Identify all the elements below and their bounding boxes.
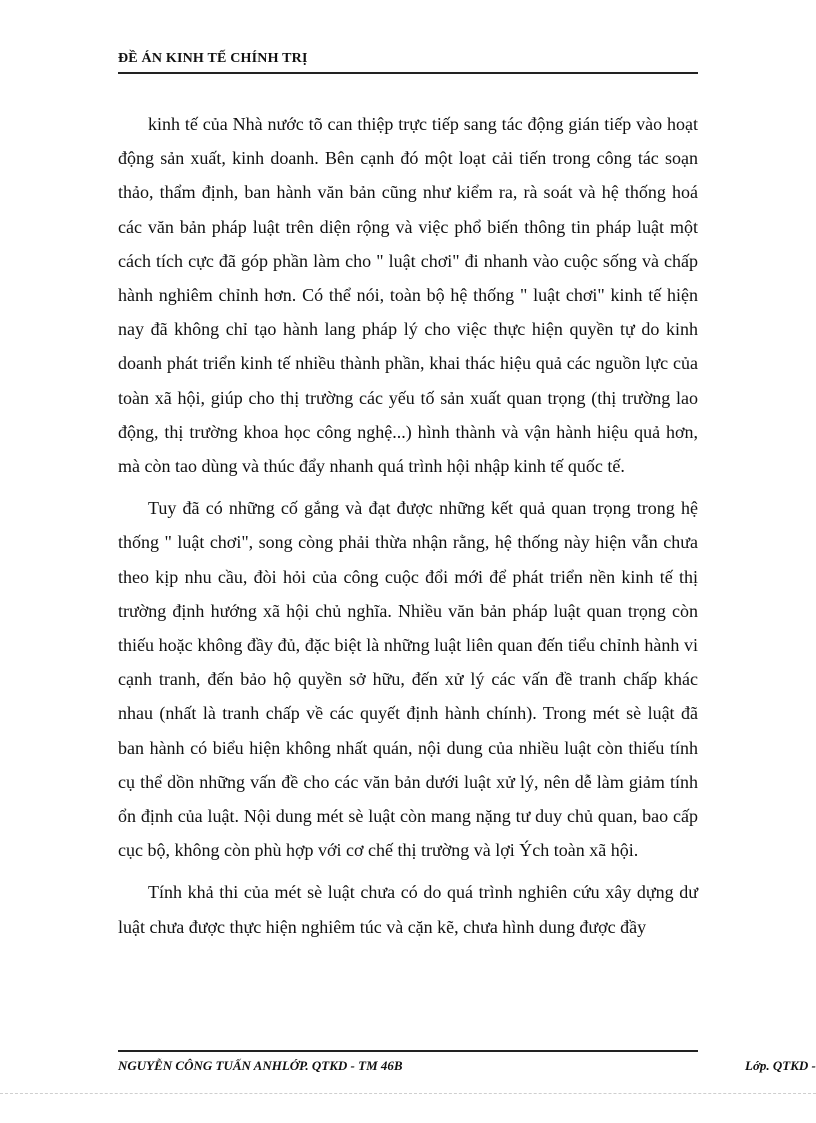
page-break-line xyxy=(0,1093,816,1094)
body-paragraph-2: Tuy đã có những cố gắng và đạt được những kết quả quan trọng trong hệ thống " luật chơi", song còng phải thừa nhận rằng, hệ thống này hiện vẫn chưa theo kịp nhu cầu, đòi hỏi của công cuộc đổi mới để phát triển nền kinh tế thị trường định hướng xã hội chủ nghĩa. Nhiều văn bản pháp luật quan trọng còn thiếu hoặc không đầy đủ, đặc biệt là những luật liên quan đến tiểu chỉnh hành vi cạnh tranh, đến bảo hộ quyền sở hữu, đến xử lý các vấn đề tranh chấp khác nhau (nhất là tranh chấp về các quyết định hành chính). Trong mét sè luật đã ban hành có biểu hiện không nhất quán, nội dung của nhiều luật còn thiếu tính cụ thể dồn những vấn đề cho các văn bản dưới luật xử lý, nên dễ làm giảm tính ổn định của luật. Nội dung mét sè luật còn mang nặng tư duy chủ quan, bao cấp cục bộ, không còn phù hợp với cơ chế thị trường và lợi Ých toàn xã hội. xyxy=(118,498,698,861)
document-body xyxy=(118,107,698,952)
body-paragraph-1: kinh tế của Nhà nước tõ can thiệp trực tiếp sang tác động gián tiếp vào hoạt động sản xuất, kinh doanh. Bên cạnh đó một loạt cải tiến trong công tác soạn thảo, thẩm định, ban hành văn bản cũng như kiểm ra, rà soát và hệ thống hoá các văn bản pháp luật trên diện rộng và việc phổ biến thông tin pháp luật một cách tích cực đã góp phần làm cho " luật chơi" đi nhanh vào cuộc sống và chấp hành nghiêm chỉnh hơn. Có thể nói, toàn bộ hệ thống " luật chơi" kinh tế hiện nay đã không chỉ tạo hành lang pháp lý cho việc thực hiện quyền tự do kinh doanh phát triển kinh tế nhiều thành phần, khai thác hiệu quả các nguồn lực của toàn xã hội, giúp cho thị trường các yếu tố sản xuất quan trọng (thị trường lao động, thị trường khoa học công nghệ...) hình thành và vận hành hiệu quả hơn, mà còn tao dùng và thúc đẩy nhanh quá trình hội nhập kinh tế quốc tế. xyxy=(118,114,698,477)
footer-class-right: Lớp. QTKD - xyxy=(745,1058,816,1073)
footer-author-class: NGUYỄN CÔNG TUẤN ANHLỚP. QTKD - TM 46B xyxy=(118,1058,403,1073)
page-footer xyxy=(118,1050,698,1073)
page-header xyxy=(118,48,698,74)
body-paragraph-3: Tính khả thi của mét sè luật chưa có do quá trình nghiên cứu xây dựng dư luật chưa được thực hiện nghiêm túc và cặn kẽ, chưa hình dung được đầy xyxy=(118,882,698,937)
header-title: ĐỀ ÁN KINH TẾ CHÍNH TRỊ xyxy=(118,51,308,66)
